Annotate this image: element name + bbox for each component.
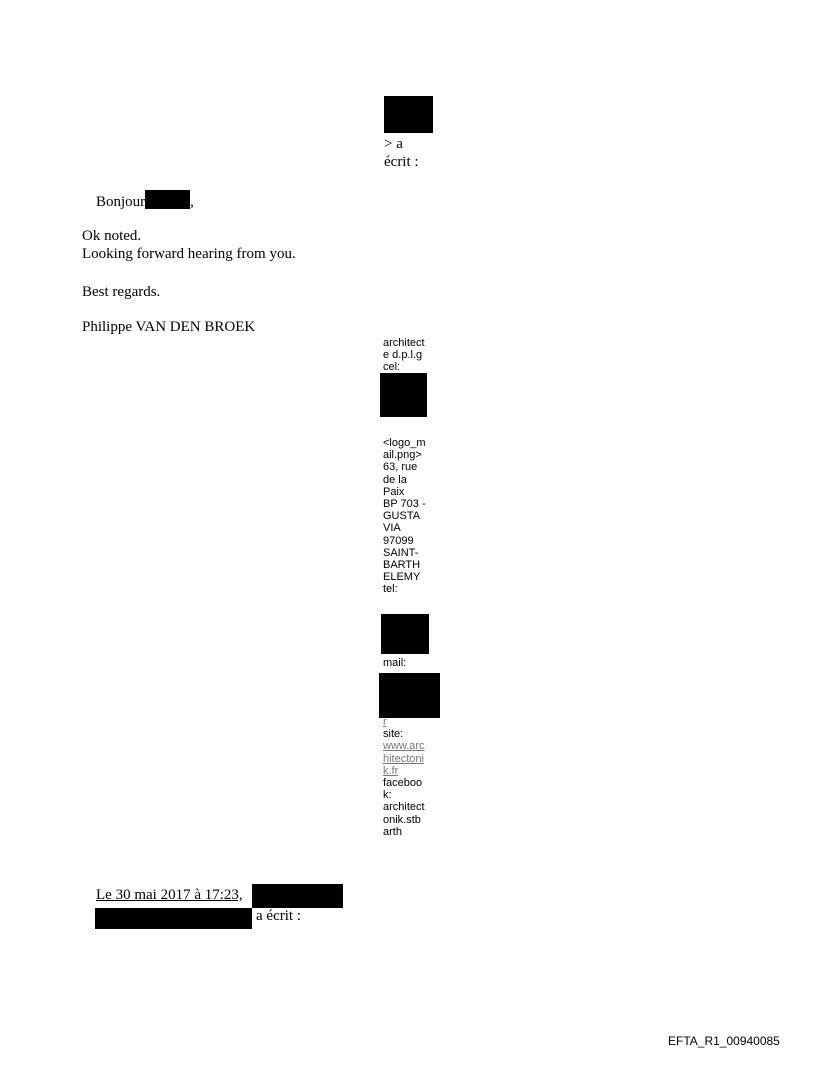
greeting-line [96,190,194,211]
signature-line: cel: [383,361,401,374]
redaction-block [381,614,429,654]
signature-line: ELEMY [383,571,421,584]
redaction-block [95,908,252,929]
redaction-block [252,884,343,908]
website-link[interactable]: k.fr [383,764,399,777]
quote-intro-date [96,886,243,904]
quote-arrow-line: > a [384,136,403,152]
signature-line: onik.stb [383,813,421,826]
signature-line: GUSTA [383,510,421,523]
body-line: Looking forward hearing from you. [82,246,296,262]
signature-line: BP 703 - [383,498,426,511]
signature-line: mail: [383,657,407,669]
signature-line: e d.p.l.g [383,349,423,362]
signature-web [383,716,439,838]
signature-line: site: [383,728,404,741]
signature-line: arth [383,825,402,838]
redaction-block [384,96,433,133]
signature-line: BARTH [383,559,421,572]
quote-intro-wrote: a écrit : [256,908,301,924]
quote-wrote-line: écrit : [384,154,419,170]
quote-header [384,135,419,171]
body-line: Ok noted. [82,228,142,244]
closing-text: Best regards. [82,284,161,300]
signature-line: architect [383,801,425,814]
signature-name: Philippe VAN DEN BROEK [82,319,256,335]
signature-line: <logo_m [383,437,426,449]
website-link[interactable]: www.arc [383,740,425,753]
document-id: EFTA_R1_00940085 [668,1034,780,1048]
redaction-block [380,373,427,417]
signature-line: 63, rue [383,461,418,474]
greeting-trail: , [190,194,194,210]
signature-line: faceboo [383,777,423,790]
signature-line: Paix [383,485,405,498]
redaction-inline [145,190,190,209]
signature-line: tel: [383,583,398,596]
quote-date-text: Le 30 mai 2017 à 17:23, [96,887,243,903]
signature-line: de la [383,473,407,486]
website-link[interactable]: hitectoni [383,752,424,765]
greeting-text: Bonjour [96,194,146,210]
signature-line: SAINT- [383,546,419,559]
signature-title [383,337,439,374]
mail-link-tail[interactable]: r [383,716,387,728]
redaction-block [379,673,440,718]
signature-line: architect [383,337,425,349]
signature-address [383,437,439,596]
message-body [82,227,296,263]
signature-line: ail.png> [383,449,422,462]
signature-line: k: [383,789,392,802]
signature-line: 97099 [383,534,414,547]
signature-line: VIA [383,522,401,535]
signature-mail-label [383,657,439,669]
